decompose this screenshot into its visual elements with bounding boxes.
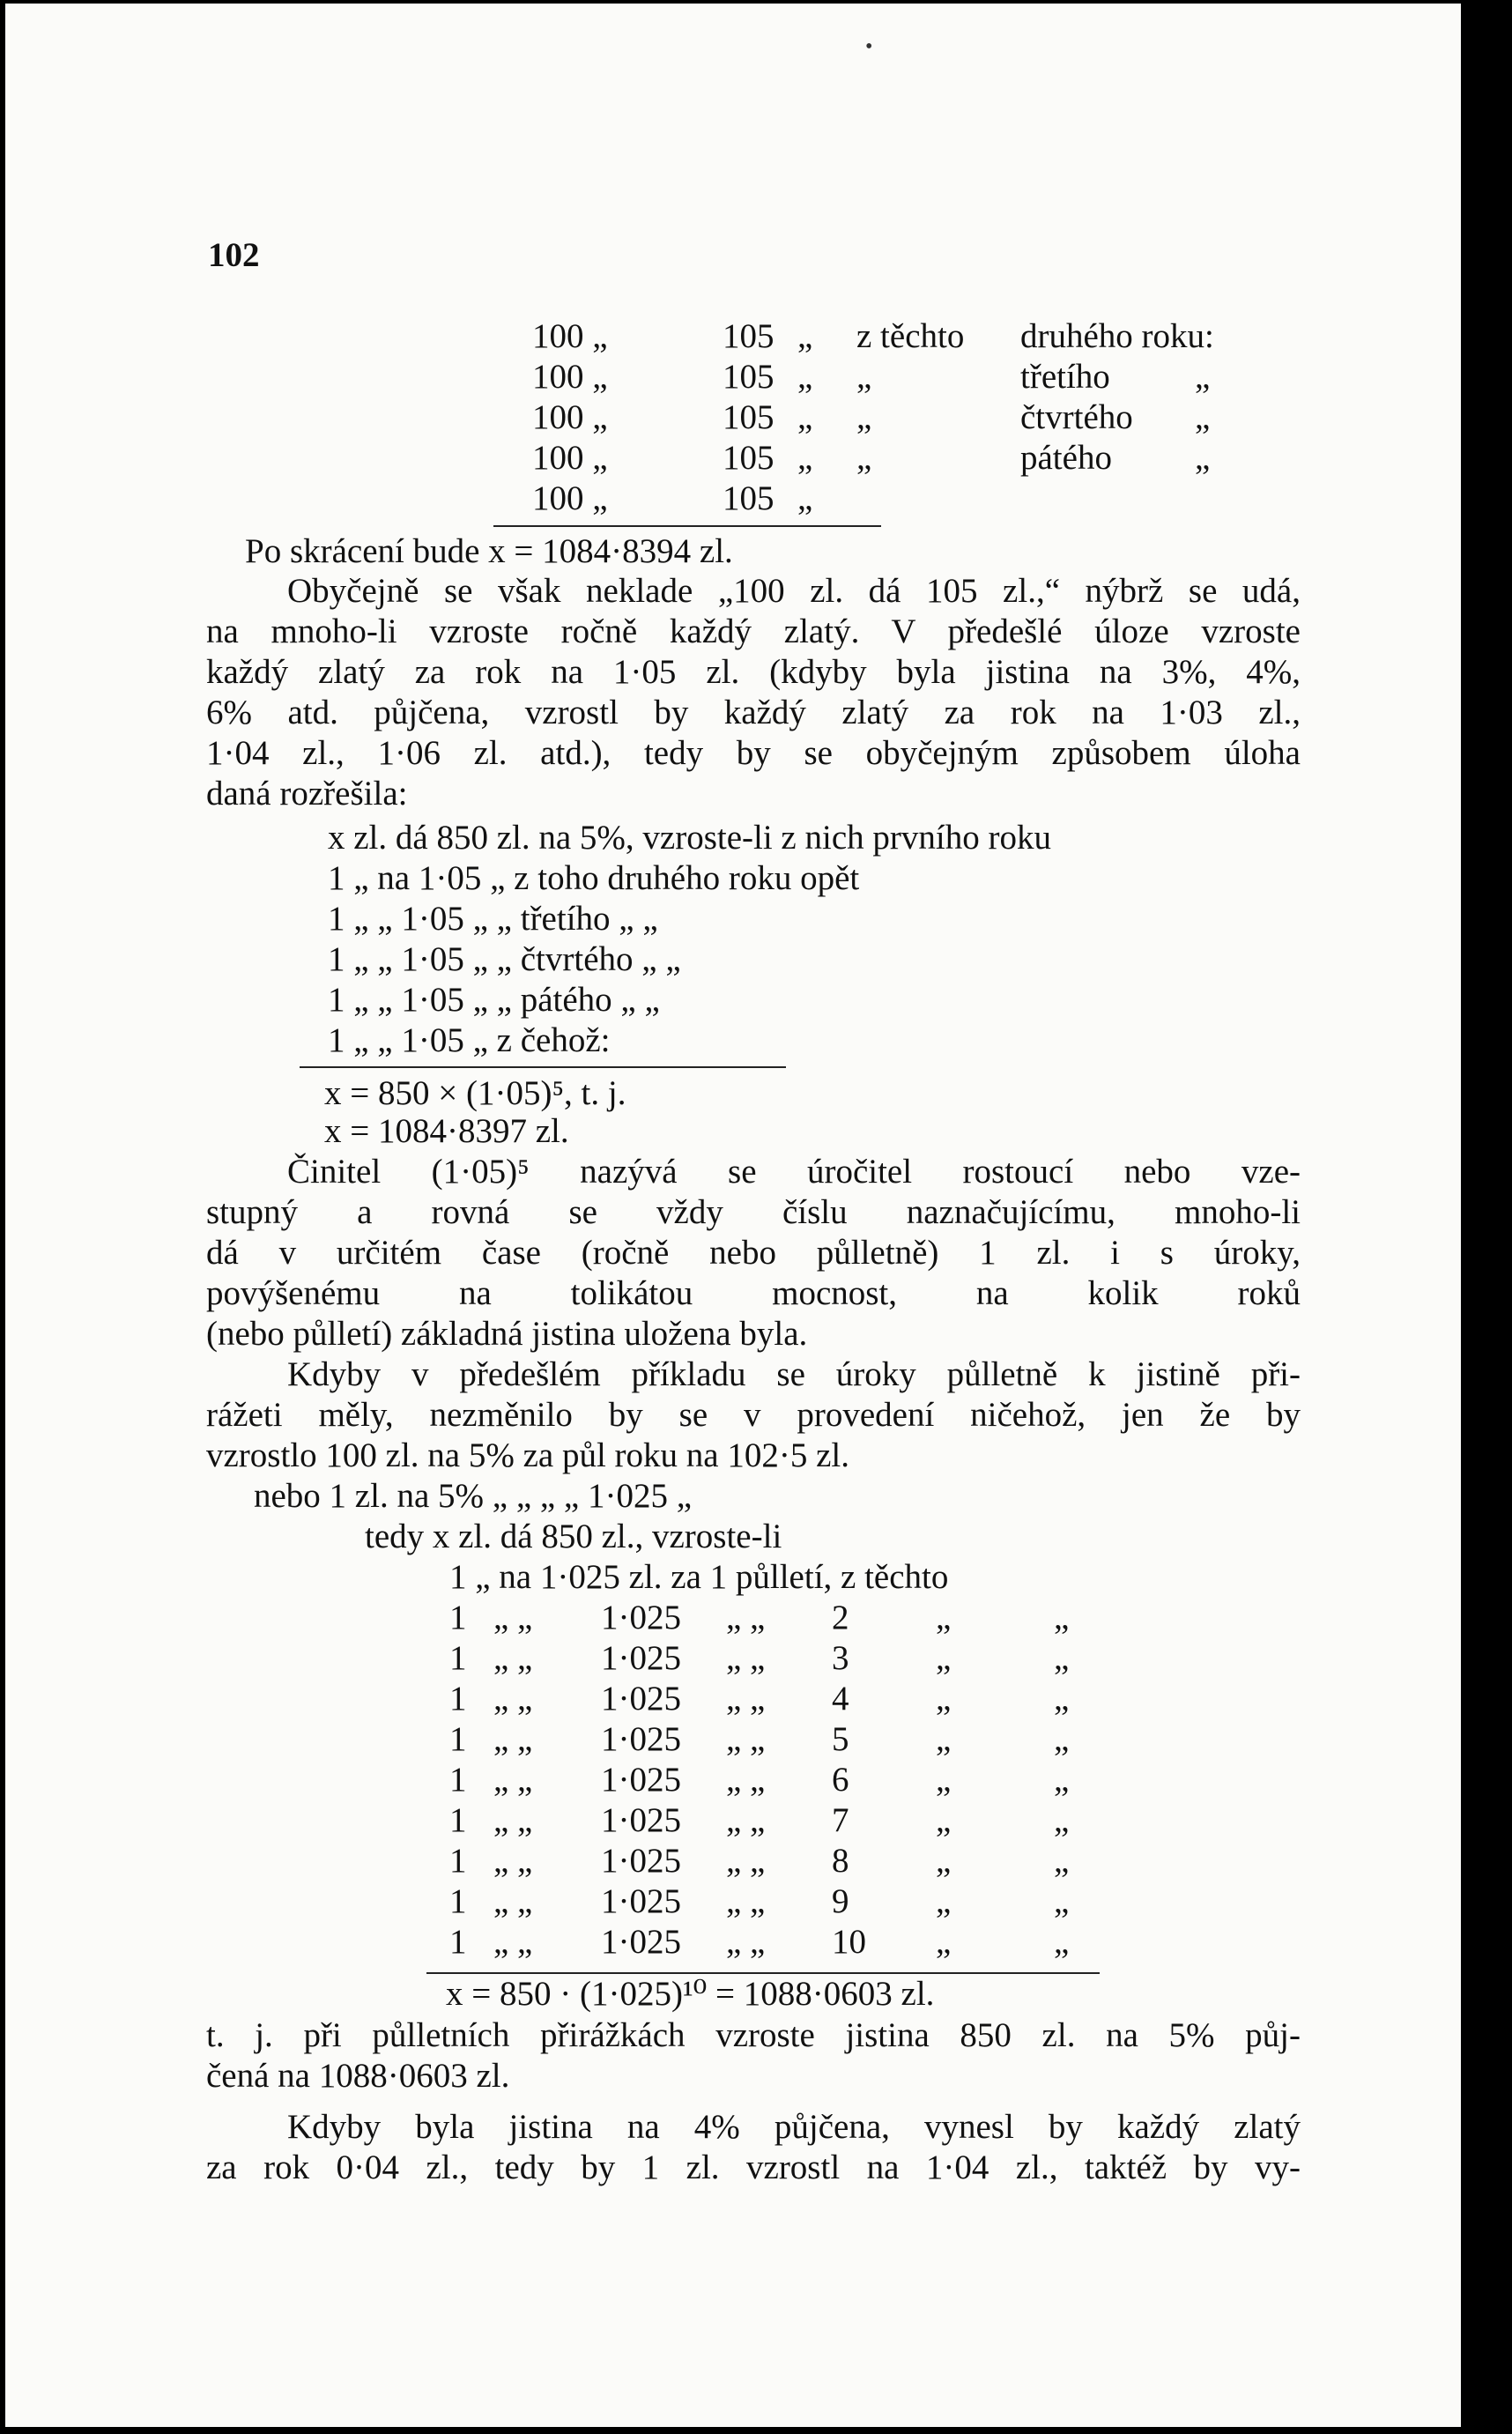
sum-rule-3 — [426, 1972, 1100, 1974]
table1-cell: „ — [797, 398, 813, 436]
table1-cell: 100 „ — [532, 358, 608, 396]
paragraph-3-line: stupný a rovná se vždy číslu naznačujícímu, mnoho-li — [206, 1193, 1301, 1231]
table3-cell: „ „ — [493, 1761, 533, 1799]
table3-cell: „ — [936, 1761, 952, 1799]
table3-cell: 1 — [449, 1680, 467, 1718]
paragraph-4-line: tedy x zl. dá 850 zl., vzroste-li — [365, 1518, 782, 1555]
table3-cell: „ „ — [726, 1842, 766, 1880]
paragraph-3-line: (nebo půlletí) základná jistina uložena byla. — [206, 1315, 808, 1353]
paragraph-2-line: každý zlatý za rok na 1·05 zl. (kdyby byla jistina na 3%, 4%, — [206, 653, 1301, 691]
table3-cell: 1·025 — [601, 1761, 681, 1799]
table3-cell: 7 — [832, 1801, 849, 1839]
table3-cell: „ — [936, 1720, 952, 1758]
result-3: x = 850 · (1·025)¹⁰ = 1088·0603 zl. — [446, 1975, 935, 2013]
table1-cell: „ — [797, 317, 813, 355]
table1-cell: 105 — [723, 358, 775, 396]
result-2: x = 1084·8397 zl. — [324, 1112, 569, 1150]
table3-cell: 1·025 — [601, 1720, 681, 1758]
table1-cell: třetího — [1020, 358, 1110, 396]
table3-cell: 8 — [832, 1842, 849, 1880]
table3-cell: „ — [936, 1882, 952, 1920]
table1-cell: „ — [1195, 439, 1211, 477]
table3-cell: „ — [1054, 1680, 1070, 1718]
table3-cell: 1 — [449, 1923, 467, 1961]
table3-cell: „ — [936, 1680, 952, 1718]
table3-cell: „ „ — [726, 1720, 766, 1758]
table3-cell: „ — [1054, 1882, 1070, 1920]
table3-cell: „ — [1054, 1801, 1070, 1839]
paragraph-6-line: za rok 0·04 zl., tedy by 1 zl. vzrostl na 1·04 zl., taktéž by vy- — [206, 2148, 1301, 2186]
table2-row: 1 „ „ 1·05 „ „ pátého „ „ — [328, 981, 660, 1019]
table1-cell: 105 — [723, 479, 775, 517]
table2-row: 1 „ na 1·05 „ z toho druhého roku opět — [328, 859, 860, 897]
table3-cell: „ „ — [493, 1801, 533, 1839]
table1-cell: 105 — [723, 317, 775, 355]
paragraph-4-line: vzrostlo 100 zl. na 5% za půl roku na 102·5 zl. — [206, 1436, 849, 1474]
paragraph-5-line: t. j. při půlletních přirážkách vzroste jistina 850 zl. na 5% půj- — [206, 2016, 1301, 2054]
table3-cell: 1·025 — [601, 1599, 681, 1636]
table2-row: 1 „ „ 1·05 „ „ čtvrtého „ „ — [328, 940, 681, 978]
table1-cell: „ — [856, 398, 872, 436]
table3-cell: „ — [936, 1599, 952, 1636]
table2-row: 1 „ „ 1·05 „ z čehož: — [328, 1021, 611, 1059]
table1-cell: „ — [797, 358, 813, 396]
table3-cell: „ „ — [493, 1680, 533, 1718]
table3-cell: 2 — [832, 1599, 849, 1636]
table1-cell: „ — [797, 479, 813, 517]
table1-cell: 100 „ — [532, 398, 608, 436]
paragraph-1: Po skrácení bude x = 1084·8394 zl. — [245, 532, 733, 570]
paragraph-2-line: 1·04 zl., 1·06 zl. atd.), tedy by se obyčejným způsobem úloha — [206, 734, 1301, 772]
paragraph-4-line: nebo 1 zl. na 5% „ „ „ „ 1·025 „ — [254, 1477, 693, 1515]
table3-cell: 1 — [449, 1761, 467, 1799]
table3-cell: „ — [1054, 1599, 1070, 1636]
table3-cell: „ „ — [726, 1761, 766, 1799]
paragraph-3-line: povýšenému na tolikátou mocnost, na kolik roků — [206, 1274, 1301, 1312]
table1-cell: čtvrtého — [1020, 398, 1133, 436]
table3-cell: 5 — [832, 1720, 849, 1758]
paragraph-3-line: dá v určitém čase (ročně nebo půlletně) 1 zl. i s úroky, — [206, 1234, 1301, 1272]
paragraph-4-line: rážeti měly, nezměnilo by se v provedení ničehož, jen že by — [206, 1396, 1301, 1434]
table3-cell: „ „ — [493, 1923, 533, 1961]
table3-cell: „ — [1054, 1923, 1070, 1961]
table1-cell: 100 „ — [532, 479, 608, 517]
table3-cell: 1·025 — [601, 1680, 681, 1718]
table1-cell: pátého — [1020, 439, 1112, 477]
table3-cell: 1·025 — [601, 1842, 681, 1880]
paragraph-2-line: Obyčejně se však neklade „100 zl. dá 105 zl.,“ nýbrž se udá, — [287, 572, 1301, 610]
table3-cell: 1 — [449, 1639, 467, 1677]
table3-cell: „ — [936, 1801, 952, 1839]
table3-cell: „ „ — [726, 1599, 766, 1636]
table3-cell: 9 — [832, 1882, 849, 1920]
table3-cell: 1·025 — [601, 1882, 681, 1920]
table3-cell: „ „ — [493, 1882, 533, 1920]
table3-cell: 1·025 — [601, 1639, 681, 1677]
paragraph-3-line: Činitel (1·05)⁵ nazývá se úročitel rostoucí nebo vze- — [287, 1153, 1301, 1191]
table3-cell: „ — [936, 1639, 952, 1677]
result-1: x = 850 × (1·05)⁵, t. j. — [324, 1074, 626, 1112]
table3-cell: „ „ — [493, 1599, 533, 1636]
table1-cell: druhého roku: — [1020, 317, 1214, 355]
paragraph-6-line: Kdyby byla jistina na 4% půjčena, vynesl by každý zlatý — [287, 2108, 1301, 2146]
sum-rule-2 — [300, 1066, 786, 1068]
table1-cell: „ — [856, 358, 872, 396]
table3-cell: „ — [936, 1923, 952, 1961]
paragraph-2-line: 6% atd. půjčena, vzrostl by každý zlatý za rok na 1·03 zl., — [206, 694, 1301, 731]
table1-cell: 100 „ — [532, 439, 608, 477]
table1-cell: z těchto — [856, 317, 965, 355]
table1-cell: 100 „ — [532, 317, 608, 355]
paragraph-4-line: Kdyby v předešlém příkladu se úroky půlletně k jistině při- — [287, 1355, 1301, 1393]
table3-cell: „ — [1054, 1761, 1070, 1799]
paragraph-5-line: čená na 1088·0603 zl. — [206, 2057, 510, 2095]
table3-cell: 1 — [449, 1720, 467, 1758]
table1-cell: „ — [797, 439, 813, 477]
table3-cell: „ — [1054, 1842, 1070, 1880]
table3-cell: 1 — [449, 1882, 467, 1920]
table3-cell: „ „ — [493, 1842, 533, 1880]
table1-cell: „ — [1195, 398, 1211, 436]
table3-cell: „ — [1054, 1720, 1070, 1758]
table3-cell: 1 — [449, 1599, 467, 1636]
table3-cell: „ „ — [493, 1639, 533, 1677]
table1-cell: „ — [1195, 358, 1211, 396]
table3-cell: 1 — [449, 1842, 467, 1880]
page-number: 102 — [208, 236, 260, 274]
table3-cell: 1·025 — [601, 1801, 681, 1839]
table3-cell: 6 — [832, 1761, 849, 1799]
table1-cell: „ — [856, 439, 872, 477]
table3-cell: „ „ — [493, 1720, 533, 1758]
table3-cell: 3 — [832, 1639, 849, 1677]
table2-row: 1 „ „ 1·05 „ „ třetího „ „ — [328, 900, 658, 938]
table3-cell: 4 — [832, 1680, 849, 1718]
table3-cell: 1·025 — [601, 1923, 681, 1961]
paragraph-2-line: daná rozřešila: — [206, 775, 408, 813]
table3-row: 1 „ na 1·025 zl. za 1 půlletí, z těchto — [449, 1558, 949, 1596]
print-speck: • — [865, 35, 873, 58]
table3-cell: 10 — [832, 1923, 866, 1961]
table3-cell: „ — [936, 1842, 952, 1880]
table3-cell: „ „ — [726, 1882, 766, 1920]
table3-cell: „ „ — [726, 1639, 766, 1677]
table3-cell: „ — [1054, 1639, 1070, 1677]
table3-cell: „ „ — [726, 1923, 766, 1961]
table3-cell: „ „ — [726, 1801, 766, 1839]
table1-cell: 105 — [723, 439, 775, 477]
table3-cell: „ „ — [726, 1680, 766, 1718]
table1-cell: 105 — [723, 398, 775, 436]
table2-row: x zl. dá 850 zl. na 5%, vzroste-li z nich prvního roku — [328, 819, 1051, 857]
paragraph-2-line: na mnoho-li vzroste ročně každý zlatý. V předešlé úloze vzroste — [206, 612, 1301, 650]
table3-cell: 1 — [449, 1801, 467, 1839]
sum-rule-1 — [493, 525, 881, 527]
